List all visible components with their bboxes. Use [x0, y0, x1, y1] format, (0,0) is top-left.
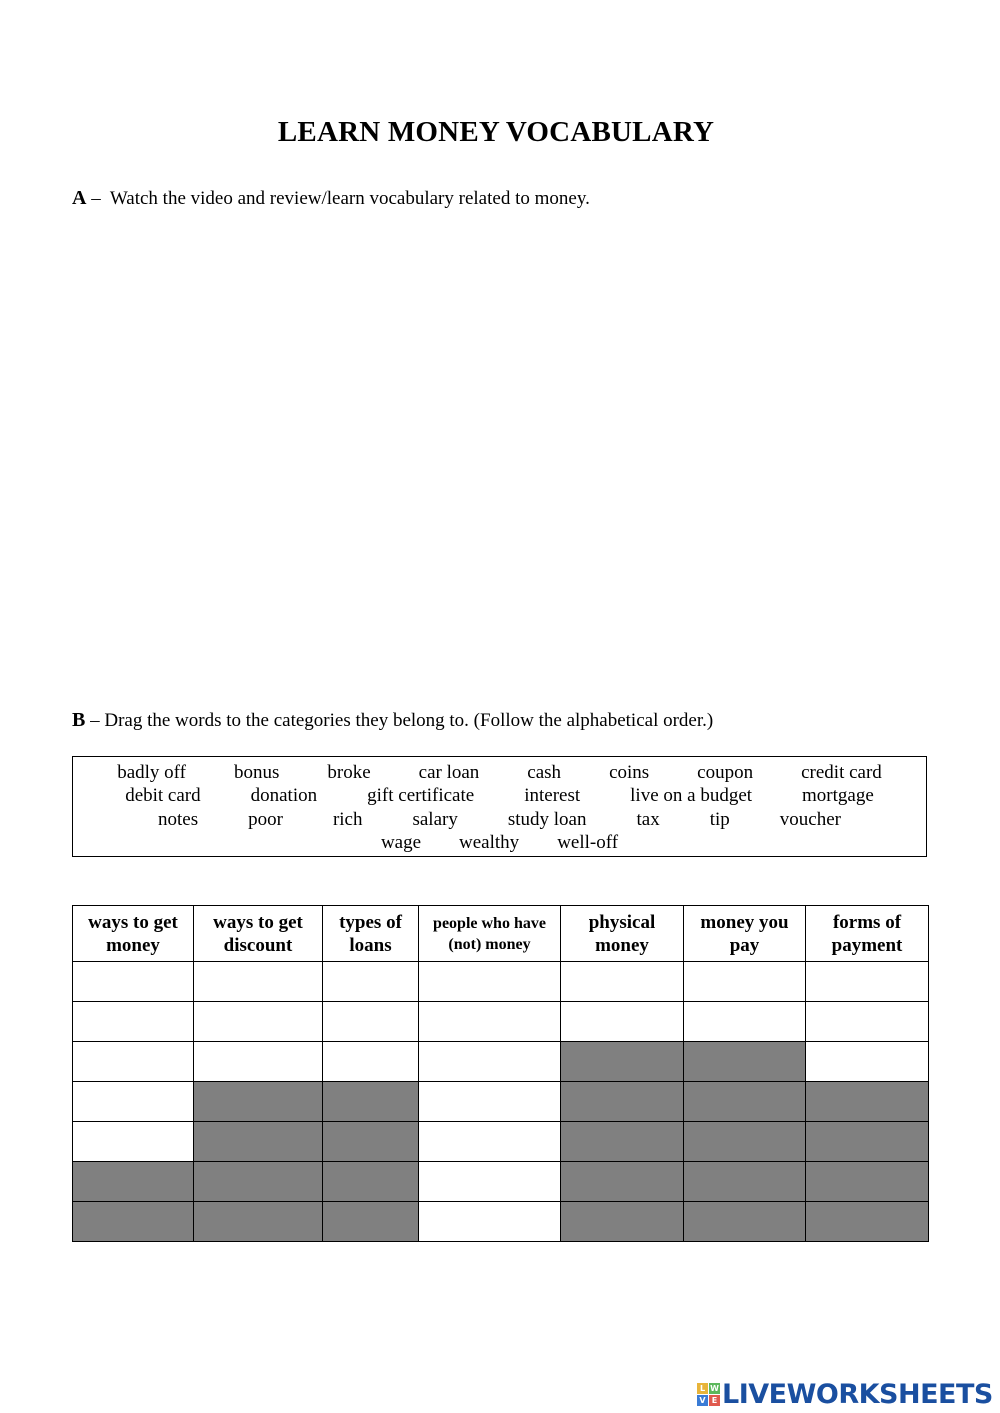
column-header: [419, 906, 561, 962]
shaded-cell: [194, 1122, 323, 1162]
draggable-word[interactable]: credit card: [801, 762, 882, 783]
logo-mark-tile: V: [697, 1395, 708, 1406]
table-row: [73, 1162, 929, 1202]
column-header-line: loans: [349, 934, 392, 956]
logo-text: LIVEWORKSHEETS: [722, 1378, 993, 1410]
column-header-line: pay: [729, 934, 760, 956]
draggable-word[interactable]: wage: [380, 831, 422, 853]
table-row: [73, 1122, 929, 1162]
table-row: [73, 1202, 929, 1242]
shaded-cell: [561, 1122, 684, 1162]
word-bank-row: [73, 761, 926, 784]
section-a-letter: A: [72, 187, 87, 209]
draggable-word[interactable]: badly off: [117, 762, 186, 783]
drop-target-cell[interactable]: [194, 1002, 323, 1042]
table-row: [73, 1002, 929, 1042]
draggable-word[interactable]: well-off: [557, 831, 619, 853]
section-a-dash: –: [91, 188, 101, 209]
logo-mark-tile: L: [697, 1383, 708, 1394]
drop-target-cell[interactable]: [806, 1042, 929, 1082]
shaded-cell: [684, 1122, 806, 1162]
drop-target-cell[interactable]: [684, 962, 806, 1002]
draggable-word[interactable]: cash: [527, 762, 562, 783]
column-header: [806, 906, 929, 962]
drop-target-cell[interactable]: [73, 1122, 194, 1162]
word-bank-row: [73, 808, 926, 831]
shaded-cell: [323, 1122, 419, 1162]
drop-target-cell[interactable]: [194, 962, 323, 1002]
column-header: [194, 906, 323, 962]
word-bank-row: [73, 784, 926, 807]
column-header: [73, 906, 194, 962]
column-header-line: money: [595, 934, 649, 956]
draggable-word[interactable]: bonus: [233, 762, 280, 783]
draggable-word[interactable]: live on a budget: [630, 785, 753, 807]
shaded-cell: [561, 1202, 684, 1242]
logo-mark-tile: W: [710, 1383, 719, 1393]
section-a-instruction: [72, 187, 590, 210]
shaded-cell: [684, 1082, 806, 1122]
draggable-word[interactable]: donation: [250, 785, 318, 807]
section-b-text: Drag the words to the categories they belong to. (Follow the alphabetical order.): [104, 710, 714, 731]
draggable-word[interactable]: gift certificate: [367, 785, 475, 807]
draggable-word[interactable]: car loan: [418, 762, 480, 783]
column-header-line: discount: [223, 934, 293, 956]
drop-target-cell[interactable]: [561, 1002, 684, 1042]
draggable-word[interactable]: coupon: [697, 762, 754, 783]
logo-mark-icon: [697, 1383, 720, 1406]
drop-target-cell[interactable]: [73, 1042, 194, 1082]
column-header-line: ways to get: [88, 911, 178, 933]
section-b-letter: B: [72, 709, 86, 731]
column-header: [323, 906, 419, 962]
shaded-cell: [561, 1082, 684, 1122]
shaded-cell: [806, 1162, 929, 1202]
column-header: [684, 906, 806, 962]
draggable-word[interactable]: mortgage: [802, 785, 874, 807]
column-header-line: money: [106, 934, 160, 956]
draggable-word[interactable]: debit card: [125, 785, 201, 807]
drop-target-cell[interactable]: [419, 962, 561, 1002]
shaded-cell: [684, 1162, 806, 1202]
shaded-cell: [684, 1042, 806, 1082]
draggable-word[interactable]: interest: [524, 785, 581, 807]
section-b-dash: –: [90, 710, 100, 731]
drop-target-cell[interactable]: [806, 962, 929, 1002]
draggable-word[interactable]: rich: [332, 808, 363, 830]
drop-target-cell[interactable]: [73, 1082, 194, 1122]
column-header: [561, 906, 684, 962]
draggable-word[interactable]: tip: [709, 808, 730, 830]
section-b-instruction: [72, 709, 713, 732]
drop-target-cell[interactable]: [323, 1002, 419, 1042]
shaded-cell: [73, 1202, 194, 1242]
draggable-word[interactable]: wealthy: [459, 831, 520, 853]
draggable-word[interactable]: study loan: [507, 808, 587, 830]
logo-mark-tile: E: [709, 1395, 720, 1406]
draggable-word[interactable]: tax: [636, 808, 660, 830]
word-bank-row: [73, 831, 926, 854]
table-row: [73, 1042, 929, 1082]
draggable-word[interactable]: coins: [609, 762, 650, 783]
column-header-line: money you: [700, 911, 789, 933]
drop-target-cell[interactable]: [419, 1202, 561, 1242]
draggable-word[interactable]: poor: [248, 808, 283, 830]
drop-target-cell[interactable]: [684, 1002, 806, 1042]
drop-target-cell[interactable]: [419, 1122, 561, 1162]
drop-target-cell[interactable]: [561, 962, 684, 1002]
shaded-cell: [194, 1082, 323, 1122]
column-header-line: types of: [339, 911, 402, 933]
shaded-cell: [194, 1202, 323, 1242]
shaded-cell: [323, 1162, 419, 1202]
category-table: [72, 905, 929, 1242]
column-header-line: forms of: [832, 911, 902, 933]
page-title: LEARN MONEY VOCABULARY: [277, 116, 715, 148]
column-header-line: people who have: [433, 914, 546, 932]
drop-target-cell[interactable]: [323, 1042, 419, 1082]
shaded-cell: [323, 1082, 419, 1122]
table-row: [73, 962, 929, 1002]
table-header-row: [73, 906, 929, 962]
shaded-cell: [561, 1042, 684, 1082]
draggable-word[interactable]: broke: [327, 762, 371, 783]
draggable-word[interactable]: voucher: [779, 808, 841, 830]
draggable-word[interactable]: notes: [158, 808, 199, 830]
section-a-text: Watch the video and review/learn vocabulary related to money.: [109, 188, 590, 209]
drop-target-cell[interactable]: [419, 1082, 561, 1122]
drop-target-cell[interactable]: [323, 962, 419, 1002]
table-row: [73, 1082, 929, 1122]
shaded-cell: [323, 1202, 419, 1242]
drop-target-cell[interactable]: [806, 1002, 929, 1042]
shaded-cell: [806, 1202, 929, 1242]
shaded-cell: [561, 1162, 684, 1202]
drop-target-cell[interactable]: [419, 1162, 561, 1202]
drop-target-cell[interactable]: [419, 1042, 561, 1082]
column-header-line: (not) money: [448, 935, 531, 953]
shaded-cell: [194, 1162, 323, 1202]
shaded-cell: [73, 1162, 194, 1202]
drop-target-cell[interactable]: [73, 1002, 194, 1042]
column-header-line: payment: [831, 934, 903, 956]
column-header-line: ways to get: [213, 911, 303, 933]
shaded-cell: [806, 1122, 929, 1162]
word-bank: [72, 756, 927, 857]
draggable-word[interactable]: salary: [412, 808, 458, 830]
shaded-cell: [684, 1202, 806, 1242]
drop-target-cell[interactable]: [419, 1002, 561, 1042]
drop-target-cell[interactable]: [194, 1042, 323, 1082]
shaded-cell: [806, 1082, 929, 1122]
liveworksheets-logo: [697, 1377, 993, 1411]
drop-target-cell[interactable]: [73, 962, 194, 1002]
column-header-line: physical: [588, 911, 656, 933]
